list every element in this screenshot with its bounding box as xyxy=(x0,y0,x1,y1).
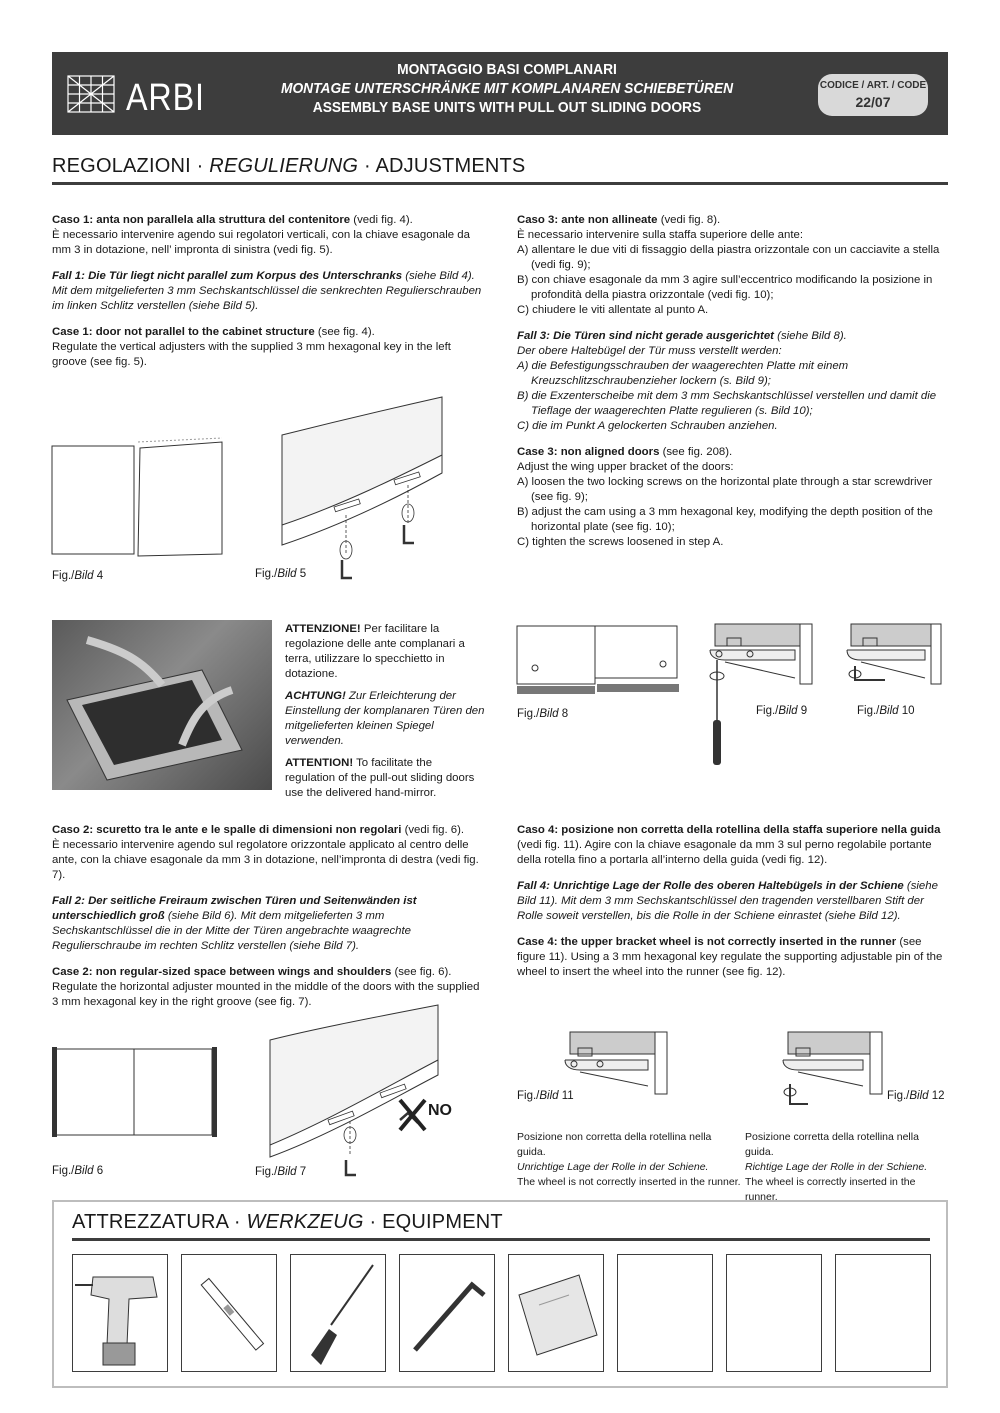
section-rule xyxy=(52,182,948,185)
fig12-label: Fig./Bild 12 xyxy=(887,1090,945,1102)
case1-block xyxy=(52,213,487,370)
fig4-label: Fig./Bild 4 xyxy=(52,570,104,582)
tool-hex-key xyxy=(399,1254,495,1372)
fig8-label: Fig./Bild 8 xyxy=(517,708,569,720)
tool-screwdriver xyxy=(290,1254,386,1372)
attention-block xyxy=(285,622,485,801)
hex-key-icon xyxy=(400,1255,496,1373)
adjustments-title: REGOLAZIONI · REGULIERUNG · ADJUSTMENTS xyxy=(52,155,526,177)
fig12-drawing xyxy=(778,1030,893,1115)
case3-block xyxy=(517,213,949,550)
spirit-level-icon xyxy=(182,1255,278,1373)
case4-it: Caso 4: posizione non corretta della rotellina della staffa superiore nella guida (vedi fig. 11). Agire con la chiave esagonale da mm 3 sul perno regolabile portante della rotella fino a portarla all’interno della guida (vedi fig. 12). xyxy=(517,824,941,866)
tool-empty-2 xyxy=(726,1254,822,1372)
code-label: CODICE / ART. / CODE xyxy=(819,80,927,91)
mirror-icon xyxy=(509,1255,605,1373)
fig11-label: Fig./Bild 11 xyxy=(517,1090,574,1102)
page-header xyxy=(52,52,948,135)
fig11-drawing xyxy=(560,1030,670,1100)
tool-empty-1 xyxy=(617,1254,713,1372)
case2-block xyxy=(52,823,487,1010)
drill-icon xyxy=(73,1255,169,1373)
case3-en: Case 3: non aligned doors (see fig. 208). Adjust the wing upper bracket of the doors: A) loosen the two locking screws on the horizontal plate through a star screwdriver (see fig. 9); B) adjust the cam using a 3 mm hexagonal key, modifying the depth position of the horizontal plate (see fig. 10); C) tighten the screws loosened in step A. xyxy=(517,446,933,548)
fig7-drawing xyxy=(270,1005,470,1180)
case2-en: Case 2: non regular-sized space between wings and shoulders (see fig. 6). Regulate the horizontal adjuster mounted in the middle of the doors with the supplied 3 mm hexagonal key in the right groove (see fig. 7). xyxy=(52,966,480,1008)
fig10-label: Fig./Bild 10 xyxy=(857,705,915,717)
fig7-label: Fig./Bild 7 xyxy=(255,1166,307,1178)
fig9-drawing xyxy=(705,620,815,770)
title-it: MONTAGGIO BASI COMPLANARI xyxy=(397,61,617,78)
fig5-drawing xyxy=(282,395,482,585)
no-label: NO xyxy=(428,1102,452,1119)
tool-level xyxy=(181,1254,277,1372)
mirror-photo-sketch xyxy=(52,620,272,790)
code-badge xyxy=(818,74,928,116)
case1-de: Fall 1: Die Tür liegt nicht parallel zum Korpus des Unterschranks (siehe Bild 4). Mit dem mitgelieferten 3 mm Sechskantschlüssel die senkrechten Regulierschrauben im linken Schlitz verstellen (siehe Bild 5). xyxy=(52,270,482,312)
case4-de: Fall 4: Unrichtige Lage der Rolle des oberen Haltebügels in der Schiene (siehe Bild 11). Mit dem 3 mm Sechskantschlüssel den tragenden verstellbaren Stift der Rolle soweit verstellen, bis die Rolle in der Schiene einrastet (siehe Bild 12). xyxy=(517,880,938,922)
attention-it: ATTENZIONE! Per facilitare la regolazione delle ante complanari a terra, utilizzare lo specchietto in dotazione. xyxy=(285,623,465,680)
fig6-drawing xyxy=(52,1045,217,1140)
equipment-panel xyxy=(52,1200,948,1388)
logo-wordmark: ARBI xyxy=(126,77,205,119)
mirror-photo xyxy=(52,620,272,790)
title-de: MONTAGE UNTERSCHRÄNKE MIT KOMPLANAREN SCHIEBETÜREN xyxy=(280,80,734,97)
arbi-grid-icon xyxy=(66,72,118,116)
header-titles xyxy=(227,60,787,117)
case1-it: Caso 1: anta non parallela alla struttura del contenitore (vedi fig. 4). È necessario intervenire agendo sui regolatori verticali, con la chiave esagonale da mm 3 in dotazione, nell’ impronta di sinistra (vedi fig. 5). xyxy=(52,214,470,256)
title-en: ASSEMBLY BASE UNITS WITH PULL OUT SLIDING DOORS xyxy=(312,99,702,116)
case3-it: Caso 3: ante non allineate (vedi fig. 8). È necessario intervenire sulla staffa superiore delle ante: A) allentare le due viti di fissaggio della piastra orizzontale con un cacciavite a stella (vedi fig. 9); B) con chiave esagonale da mm 3 agire sull’eccentrico modificando la posizione in profondità della piastra orizzontale (vedi fig. 10); C) chiudere le viti allentate al punto A. xyxy=(517,214,940,316)
tool-mirror xyxy=(508,1254,604,1372)
fig10-drawing xyxy=(845,620,945,695)
tool-empty-3 xyxy=(835,1254,931,1372)
fig9-label: Fig./Bild 9 xyxy=(756,705,808,717)
code-value: 22/07 xyxy=(855,94,891,110)
equipment-rule xyxy=(72,1238,930,1241)
case4-block xyxy=(517,823,949,980)
case2-it: Caso 2: scuretto tra le ante e le spalle di dimensioni non regolari (vedi fig. 6). È necessario intervenire agendo sul regolatore orizzontale applicato al centro delle ante, con la chiave esagonale da mm 3 in dotazione, nell’impronta di destra (vedi fig. 7). xyxy=(52,824,479,881)
fig4-drawing xyxy=(52,440,222,570)
tool-drill xyxy=(72,1254,168,1372)
case3-de: Fall 3: Die Türen sind nicht gerade ausgerichtet (siehe Bild 8). Der obere Haltebügel der Tür muss verstellt werden: A) die Befestigungsschrauben der waagerechten Platte mit einem Kreuzschlitzschraubenzieher lockern (s. Bild 9); B) die Exzenterscheibe mit dem 3 mm Sechskantschlüssel verstellen und damit die Tieflage der waagerechten Platte regulieren (s. Bild 10); C) die im Punkt A gelockerten Schrauben anziehen. xyxy=(517,330,937,432)
fig12-caption: Posizione corretta della rotellina nella guida. Richtige Lage der Rolle in der Schiene. The wheel is correctly inserted in the runner. xyxy=(745,1131,928,1203)
fig11-caption: Posizione non corretta della rotellina nella guida. Unrichtige Lage der Rolle in der Schiene. The wheel is not correctly inserted in the runner. xyxy=(517,1131,741,1188)
case2-de: Fall 2: Der seitliche Freiraum zwischen Türen und Seitenwänden ist unterschiedlich groß (siehe Bild 6). Mit dem mitgelieferten 3 mm Sechskantschlüssel die in der Mitte der Türen angebrachte waagrechte Regulierschraube im rechten Schlitz verstellen (siehe Bild 7). xyxy=(52,895,417,952)
fig8-drawing xyxy=(517,624,679,699)
attention-en: ATTENTION! To facilitate the regulation of the pull-out sliding doors use the delivered hand-mirror. xyxy=(285,757,475,799)
equipment-title: ATTREZZATURA · WERKZEUG · EQUIPMENT xyxy=(72,1211,503,1233)
case1-en: Case 1: door not parallel to the cabinet structure (see fig. 4). Regulate the vertical adjusters with the supplied 3 mm hexagonal key in the left groove (see fig. 5). xyxy=(52,326,451,368)
fig5-label: Fig./Bild 5 xyxy=(255,568,307,580)
case4-en: Case 4: the upper bracket wheel is not correctly inserted in the runner (see figure 11). Using a 3 mm hexagonal key regulate the supporting adjustable pin of the wheel to insert the wheel into the runner (see fig. 12). xyxy=(517,936,943,978)
screwdriver-icon xyxy=(291,1255,387,1373)
fig6-label: Fig./Bild 6 xyxy=(52,1165,104,1177)
attention-de: ACHTUNG! Zur Erleichterung der Einstellung der komplanaren Türen den mitgelieferten kleinen Spiegel verwenden. xyxy=(285,690,485,747)
